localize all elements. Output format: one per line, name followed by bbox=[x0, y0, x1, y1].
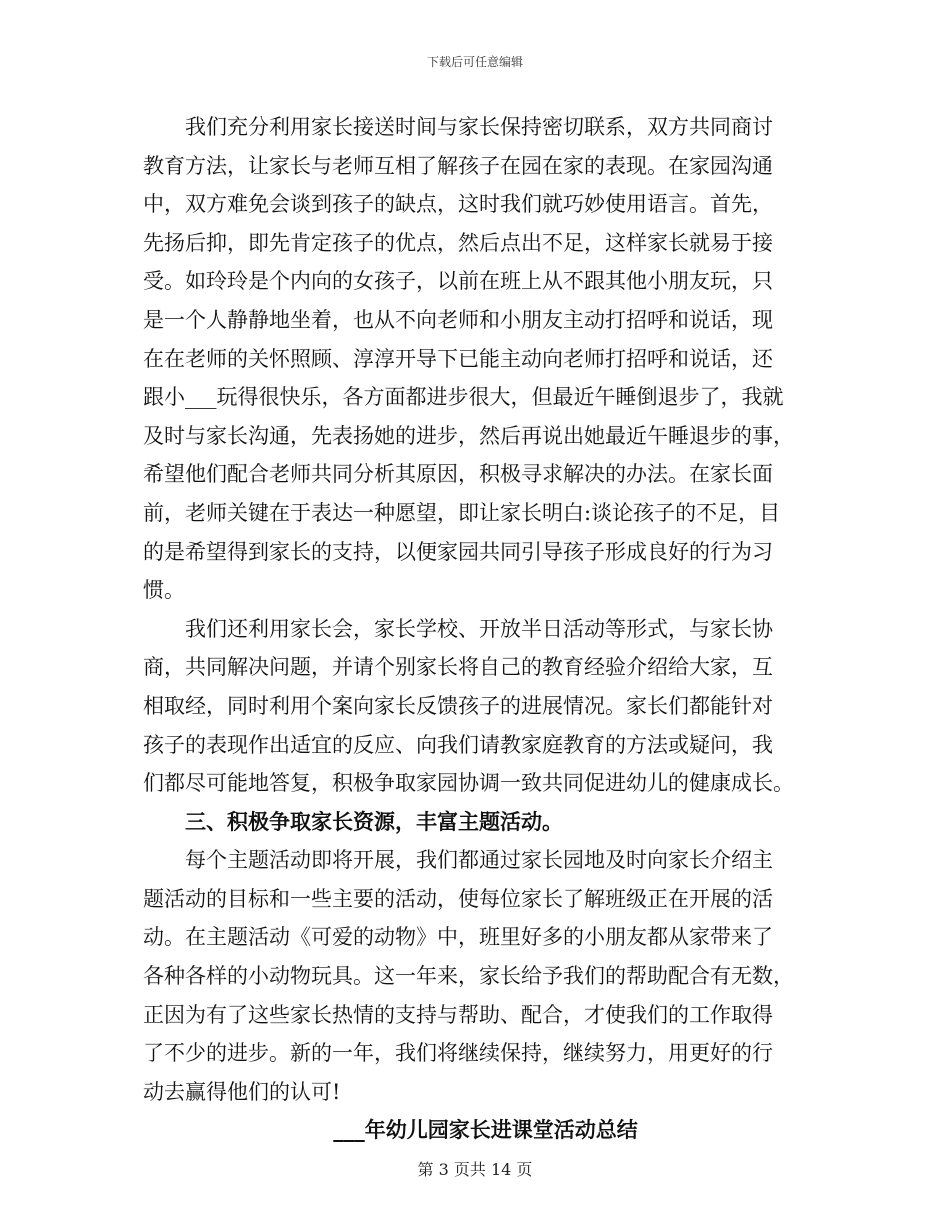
body-text-line: 各种各样的小动物玩具。这一年来，家长给予我们的帮助配合有无数， bbox=[143, 964, 794, 989]
body-text-line: 题活动的目标和一些主要的活动，使每位家长了解班级正在开展的活 bbox=[143, 886, 773, 911]
body-text-line: 我们还利用家长会，家长学校、开放半日活动等形式，与家长协 bbox=[185, 616, 773, 641]
body-text-line: 中，双方难免会谈到孩子的缺点，这时我们就巧妙使用语言。首先， bbox=[143, 192, 773, 217]
body-text-line: 前，老师关键在于表达一种愿望，即让家长明白:谈论孩子的不足，目 bbox=[143, 500, 781, 525]
body-text-line: 们都尽可能地答复，积极争取家园协调一致共同促进幼儿的健康成长。 bbox=[143, 771, 794, 796]
body-text-line: 动去赢得他们的认可! bbox=[143, 1079, 341, 1104]
body-text-line: 的是希望得到家长的支持，以便家园共同引导孩子形成良好的行为习 bbox=[143, 539, 773, 564]
body-text-line: 了不少的进步。新的一年，我们将继续保持，继续努力，用更好的行 bbox=[143, 1041, 773, 1066]
body-text-line: 及时与家长沟通，先表扬她的进步，然后再说出她最近午睡退步的事， bbox=[143, 423, 794, 448]
body-text-line: 是一个人静静地坐着，也从不向老师和小朋友主动打招呼和说话，现 bbox=[143, 307, 773, 332]
body-text-line: 先扬后抑，即先肯定孩子的优点，然后点出不足，这样家长就易于接 bbox=[143, 230, 773, 255]
body-text-line: 惯。 bbox=[143, 578, 185, 603]
document-title: ___年幼儿园家长进课堂活动总结 bbox=[333, 1117, 638, 1143]
body-text-line: 教育方法，让家长与老师互相了解孩子在园在家的表现。在家园沟通 bbox=[143, 153, 773, 178]
page-number: 第 3 页共 14 页 bbox=[417, 1160, 533, 1179]
body-text-line: 商，共同解决问题，并请个别家长将自己的教育经验介绍给大家，互 bbox=[143, 655, 773, 680]
page-header: 下载后可任意编辑 bbox=[426, 55, 523, 69]
document-body bbox=[143, 108, 808, 1150]
body-text-line: 正因为有了这些家长热情的支持与帮助、配合，才使我们的工作取得 bbox=[143, 1002, 773, 1027]
body-text-line: 在在老师的关怀照顾、淳淳开导下已能主动向老师打招呼和说话，还 bbox=[143, 346, 773, 371]
section-heading: 三、积极争取家长资源，丰富主题活动。 bbox=[185, 808, 563, 834]
body-text-line: 跟小___玩得很快乐，各方面都进步很大，但最近午睡倒退步了，我就 bbox=[143, 385, 784, 410]
body-text-line: 希望他们配合老师共同分析其原因，积极寻求解决的办法。在家长面 bbox=[143, 462, 773, 487]
body-text-line: 孩子的表现作出适宜的反应、向我们请教家庭教育的方法或疑问，我 bbox=[143, 732, 773, 757]
body-text-line: 相取经，同时利用个案向家长反馈孩子的进展情况。家长们都能针对 bbox=[143, 693, 773, 718]
body-text-line: 动。在主题活动《可爱的动物》中，班里好多的小朋友都从家带来了 bbox=[143, 925, 773, 950]
body-text-line: 受。如玲玲是个内向的女孩子，以前在班上从不跟其他小朋友玩，只 bbox=[143, 269, 773, 294]
body-text-line: 每个主题活动即将开展，我们都通过家长园地及时向家长介绍主 bbox=[185, 848, 773, 873]
body-text-line: 我们充分利用家长接送时间与家长保持密切联系，双方共同商讨 bbox=[185, 115, 773, 139]
